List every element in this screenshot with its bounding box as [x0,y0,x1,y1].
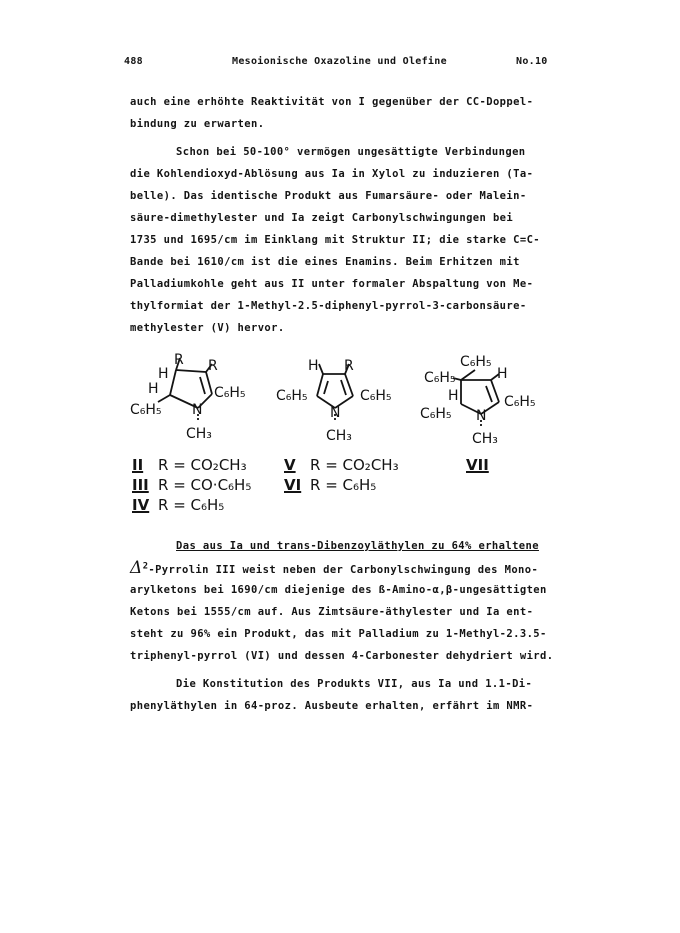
running-title: Mesoionische Oxazoline und Olefine [232,56,447,67]
s3-h-right: H [497,366,508,382]
legend-entry: IV R = C₆H₅ [132,496,225,514]
para3-line: arylketons bei 1690/cm diejenige des ß-Amino-α,β-ungesättigten [130,584,547,596]
para2-line: säure-dimethylester und Ia zeigt Carbonylschwingungen bei [130,212,514,224]
s3-ph-lower-left: C₆H₅ [420,406,452,422]
s2-r: R [344,358,354,374]
para2-line: thylformiat der 1-Methyl-2.5-diphenyl-pyrrol-3-carbonsäure- [130,300,527,312]
s2-n: N [330,405,341,421]
s2-ph-right: C₆H₅ [360,388,392,404]
para3-line: steht zu 96% ein Produkt, das mit Palladium zu 1-Methyl-2.3.5- [130,628,547,640]
legend-entry: V R = CO₂CH₃ [284,456,399,474]
s2-ph-left: C₆H₅ [276,388,308,404]
para3-line: Ketons bei 1555/cm auf. Aus Zimtsäure-äthylester und Ia ent- [130,606,534,618]
s1-r-top: R [174,352,184,368]
para3-line: $\Delta^2$-Pyrrolin III weist neben der Carbonylschwingung des Mono- [130,558,539,578]
s3-ch3: CH₃ [472,431,498,447]
issue-number: No.10 [516,56,548,67]
s1-ph-left: C₆H₅ [130,402,162,418]
legend-entry: III R = CO·C₆H₅ [132,476,252,494]
delta-superscript: 2 [142,561,149,572]
para2-line: belle). Das identische Produkt aus Fumarsäure- oder Malein- [130,190,527,202]
s1-ch3: CH₃ [186,426,212,442]
para4-line: Die Konstitution des Produkts VII, aus Ia und 1.1-Di- [176,678,533,690]
para1-line: bindung zu erwarten. [130,118,265,130]
para3-line: triphenyl-pyrrol (VI) und dessen 4-Carbonester dehydriert wird. [130,650,554,662]
s3-ph-right: C₆H₅ [504,394,536,410]
s1-ph-right: C₆H₅ [214,385,246,401]
para3-line: Das aus Ia und trans-Dibenzoyläthylen zu 64% erhaltene [176,540,539,552]
s3-ph-upper-left: C₆H₅ [424,370,456,386]
delta-symbol: Δ [130,558,143,578]
s1-n: N [192,402,203,418]
para2-line: 1735 und 1695/cm im Einklang mit Struktur II; die starke C=C- [130,234,541,246]
s1-h-left: H [148,381,159,397]
legend-entry: VII [466,456,489,474]
page-number: 488 [124,56,143,67]
legend-entry: II R = CO₂CH₃ [132,456,247,474]
para2-line: die Kohlendioxyd-Ablösung aus Ia in Xylol zu induzieren (Ta- [130,168,534,180]
legend-entry: VI R = C₆H₅ [284,476,377,494]
s3-n: N [476,408,487,424]
para2-line: Bande bei 1610/cm ist die eines Enamins. Beim Erhitzen mit [130,256,520,268]
s3-h-left: H [448,388,459,404]
s3-ph-top: C₆H₅ [460,354,492,370]
para4-line: phenyläthylen in 64-proz. Ausbeute erhalten, erfährt im NMR- [130,700,534,712]
para1-line: auch eine erhöhte Reaktivität von I gegenüber der CC-Doppel- [130,96,534,108]
s1-r-right: R [208,358,218,374]
para2-line: methylester (V) hervor. [130,322,285,334]
s2-ch3: CH₃ [326,428,352,444]
para2-line: Palladiumkohle geht aus II unter formaler Abspaltung von Me- [130,278,534,290]
s2-h: H [308,358,319,374]
s1-h-top: H [158,366,169,382]
para2-line: Schon bei 50-100° vermögen ungesättigte Verbindungen [176,146,526,158]
